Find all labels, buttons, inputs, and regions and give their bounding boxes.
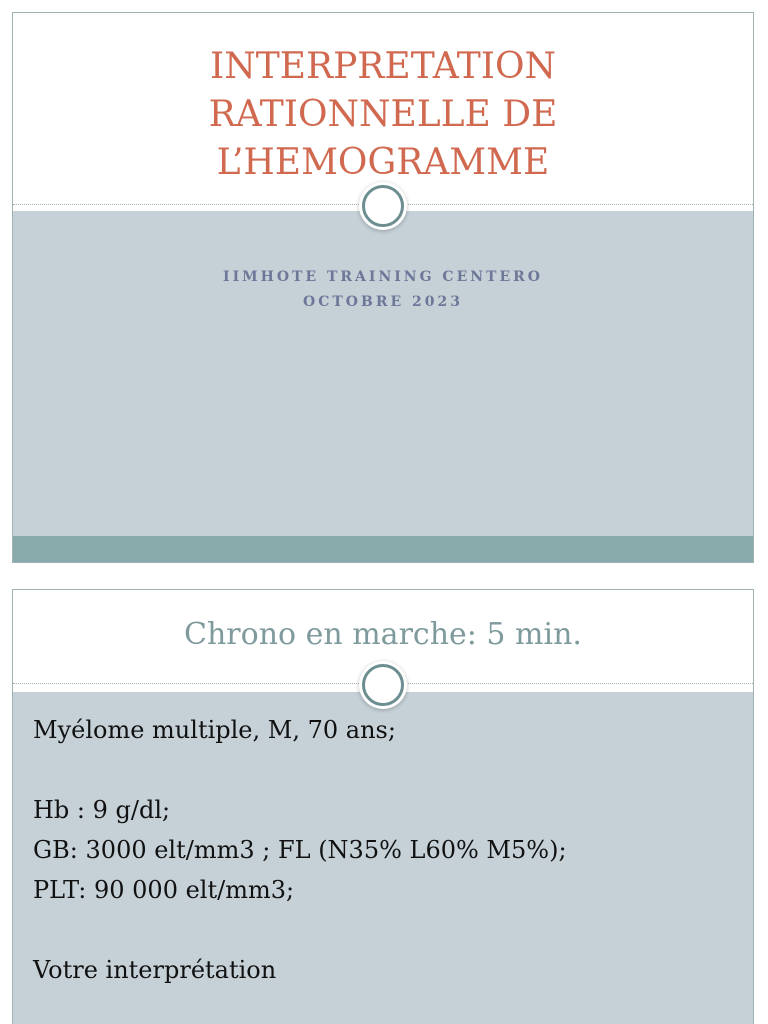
title-line-3: L’HEMOGRAMME <box>216 142 550 183</box>
case-slide <box>12 589 754 1024</box>
case-content <box>33 710 567 990</box>
subtitle-area <box>13 211 753 536</box>
presentation-title <box>13 43 753 187</box>
title-line-1: INTERPRETATION <box>209 46 557 87</box>
platelet-count: PLT: 90 000 elt/mm3; <box>33 876 295 904</box>
interpretation-prompt: Votre interprétation <box>33 956 277 984</box>
slide-title: Chrono en marche: 5 min. <box>184 617 582 652</box>
white-cell-count: GB: 3000 elt/mm3 ; FL (N35% L60% M5%); <box>33 836 567 864</box>
ring-icon <box>362 664 404 706</box>
spacer <box>33 750 567 790</box>
ring-icon <box>362 185 404 227</box>
bottom-band <box>13 536 753 562</box>
subtitle-date: OCTOBRE 2023 <box>303 294 463 310</box>
hemoglobin-value: Hb : 9 g/dl; <box>33 796 171 824</box>
spacer <box>33 910 567 950</box>
subtitle-organization: IIMHOTE TRAINING CENTERO <box>223 269 543 285</box>
title-line-2: RATIONNELLE DE <box>208 94 558 135</box>
presentation-subtitle <box>13 265 753 315</box>
case-description: Myélome multiple, M, 70 ans; <box>33 716 396 744</box>
title-slide <box>12 12 754 563</box>
title-area <box>13 13 753 203</box>
